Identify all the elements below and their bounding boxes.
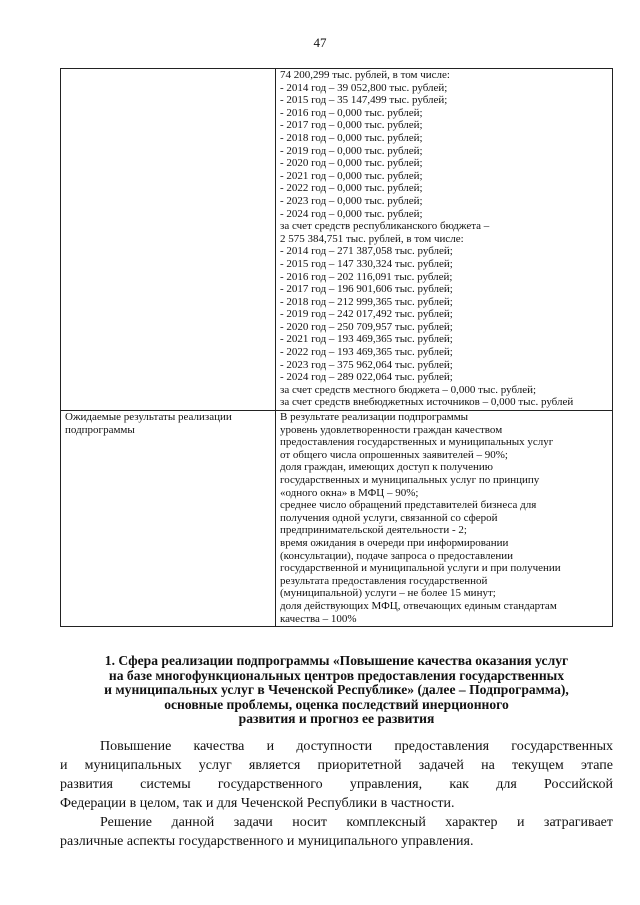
heading-line: на базе многофункциональных центров предоставления государственных (108, 667, 565, 683)
result-line: время ожидания в очереди при информировании (280, 536, 509, 549)
financing-line: - 2021 год – 193 469,365 тыс. рублей; (280, 333, 453, 346)
financing-line: - 2023 год – 0,000 тыс. рублей; (280, 194, 423, 207)
result-line: доля действующих МФЦ, отвечающих единым стандартам (280, 599, 557, 612)
financing-line: 2 575 384,751 тыс. рублей, в том числе: (280, 232, 464, 245)
paragraph-line: и муниципальных услуг является приоритетной задачей на текущем этапе (60, 757, 613, 773)
result-line: от общего числа опрошенных заявителей – 90%; (280, 448, 508, 461)
financing-line: - 2022 год – 193 469,365 тыс. рублей; (280, 346, 453, 359)
passport-table (60, 68, 613, 627)
financing-line: - 2022 год – 0,000 тыс. рублей; (280, 182, 423, 195)
heading-line: развития и прогноз ее развития (238, 711, 435, 726)
financing-line: - 2016 год – 0,000 тыс. рублей; (280, 106, 423, 119)
financing-line: - 2017 год – 0,000 тыс. рублей; (280, 119, 423, 132)
result-line: уровень удовлетворенности граждан качеством (280, 423, 503, 436)
heading-line: и муниципальных услуг в Чеченской Республике» (далее – Подпрограмма), (104, 682, 569, 697)
paragraph-line: различные аспекты государственного и муниципального управления. (60, 833, 474, 849)
financing-line: - 2018 год – 212 999,365 тыс. рублей; (280, 295, 453, 308)
result-line: государственных и муниципальных услуг по принципу (280, 474, 540, 486)
expected-results-value-cell (276, 411, 613, 627)
label-line: подпрограммы (65, 423, 135, 436)
financing-line: - 2015 год – 35 147,499 тыс. рублей; (280, 94, 448, 107)
expected-results-label-cell (61, 411, 276, 627)
financing-line: - 2018 год – 0,000 тыс. рублей; (280, 131, 423, 144)
financing-line: - 2015 год – 147 330,324 тыс. рублей; (280, 257, 453, 270)
heading-line: основные проблемы, оценка последствий инерционного (164, 696, 509, 712)
financing-label-cell (61, 69, 276, 411)
financing-line: - 2019 год – 0,000 тыс. рублей; (280, 144, 423, 157)
section-heading (60, 654, 613, 727)
result-line: получения одной услуги, связанной со сферой (280, 511, 498, 524)
paragraph-line: Федерации в целом, так и для Чеченской Республики в частности. (60, 795, 455, 811)
paragraph-line: Решение данной задачи носит комплексный характер и затрагивает (100, 814, 613, 830)
financing-line: - 2024 год – 289 022,064 тыс. рублей; (280, 371, 453, 384)
financing-line: 74 200,299 тыс. рублей, в том числе: (280, 69, 450, 81)
financing-line: - 2021 год – 0,000 тыс. рублей; (280, 169, 423, 182)
financing-line: - 2020 год – 0,000 тыс. рублей; (280, 157, 423, 170)
label-line: Ожидаемые результаты реализации (65, 411, 232, 424)
result-line: предпринимательской деятельности - 2; (280, 524, 467, 537)
result-line: В результате реализации подпрограммы (280, 411, 469, 424)
financing-line: - 2016 год – 202 116,091 тыс. рублей; (280, 270, 453, 283)
paragraph-line: Повышение качества и доступности предоставления государственных (100, 738, 613, 754)
financing-line: - 2023 год – 375 962,064 тыс. рублей; (280, 358, 453, 371)
table-row-financing (61, 69, 613, 411)
result-line: «одного окна» в МФЦ – 90%; (280, 486, 419, 499)
result-line: доля граждан, имеющих доступ к получению (280, 461, 493, 474)
result-line: государственной и муниципальной услуги и при получении (280, 562, 561, 575)
page-number: 47 (313, 35, 327, 50)
result-line: качества – 100% (280, 612, 357, 625)
paragraph-line: развития системы государственного управления, как для Российской (60, 776, 613, 792)
financing-line: за счет средств внебюджетных источников – 0,000 тыс. рублей (280, 396, 574, 409)
financing-line: - 2014 год – 271 387,058 тыс. рублей; (280, 245, 453, 258)
financing-line: - 2014 год – 39 052,800 тыс. рублей; (280, 81, 448, 94)
result-line: среднее число обращений представителей бизнеса для (280, 499, 537, 512)
table-row-expected-results (61, 411, 613, 627)
paragraph-2 (60, 813, 613, 851)
financing-line: - 2019 год – 242 017,492 тыс. рублей; (280, 308, 453, 321)
financing-value-cell (276, 69, 613, 411)
result-line: результата предоставления государственной (280, 574, 488, 587)
financing-line: за счет средств республиканского бюджета – (280, 220, 490, 233)
financing-line: за счет средств местного бюджета – 0,000 тыс. рублей; (280, 383, 537, 396)
result-line: (муниципальной) услуги – не более 15 минут; (280, 587, 496, 600)
result-line: (консультации), подаче запроса о предоставлении (280, 549, 514, 562)
financing-line: - 2024 год – 0,000 тыс. рублей; (280, 207, 423, 220)
financing-line: - 2020 год – 250 709,957 тыс. рублей; (280, 320, 453, 333)
heading-line: 1. Сфера реализации подпрограммы «Повышение качества оказания услуг (104, 653, 569, 668)
financing-line: - 2017 год – 196 901,606 тыс. рублей; (280, 283, 453, 296)
result-line: предоставления государственных и муниципальных услуг (280, 436, 554, 449)
paragraph-1 (60, 737, 613, 813)
section-1 (60, 654, 613, 851)
